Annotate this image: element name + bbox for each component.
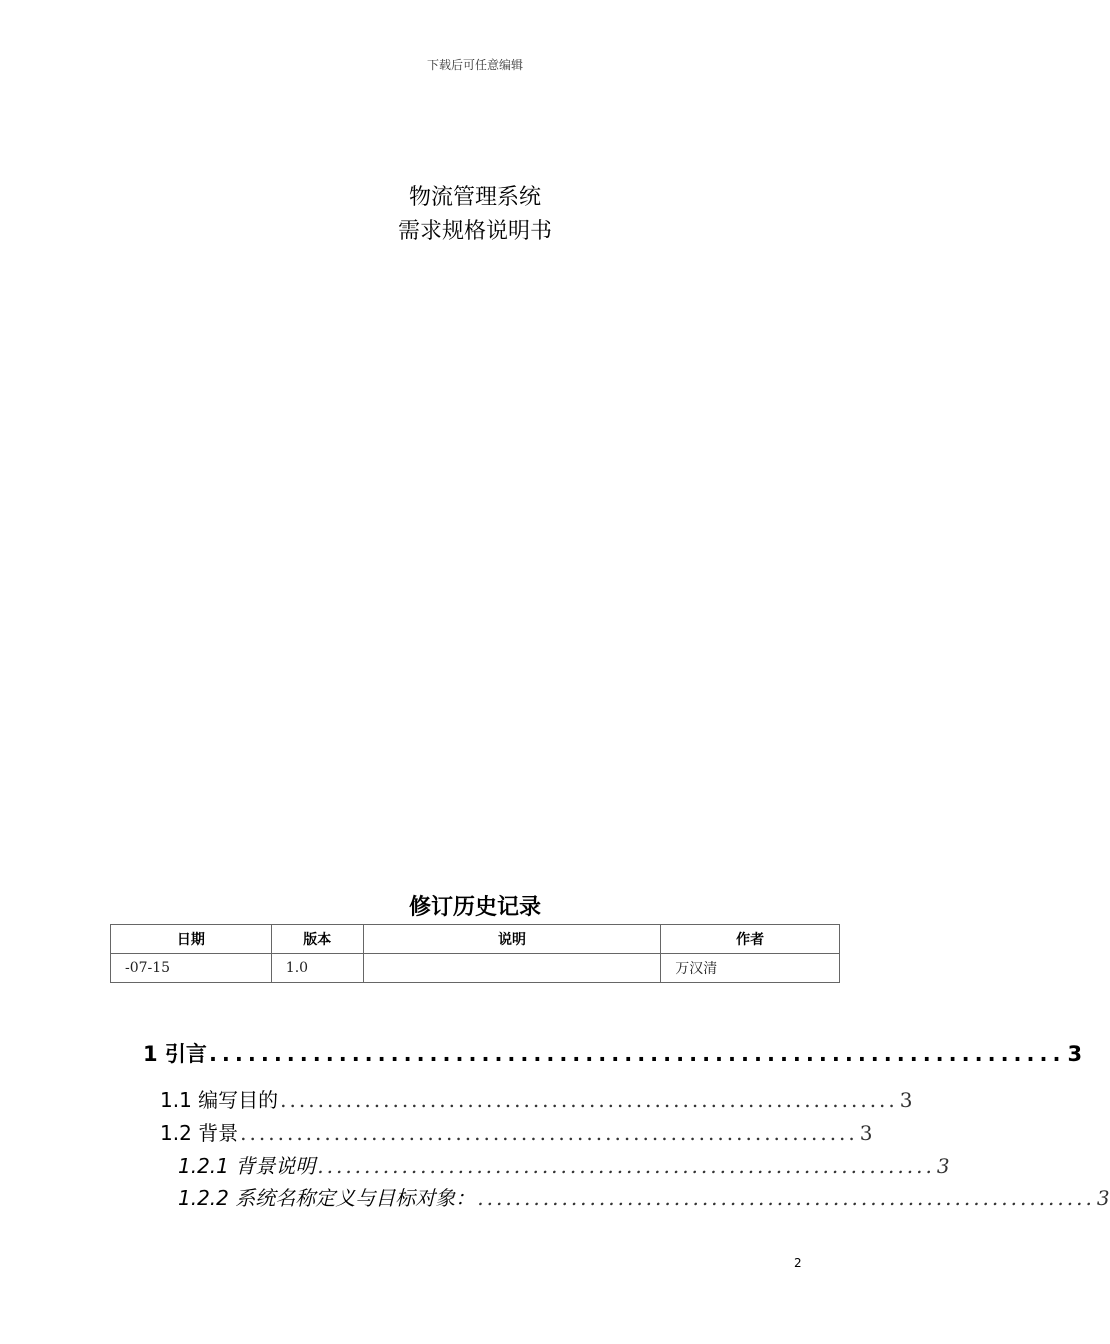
- column-header-version: 版本: [271, 925, 363, 954]
- column-header-description: 说明: [363, 925, 661, 954]
- toc-entry-page: 3: [936, 1154, 950, 1178]
- column-header-date: 日期: [111, 925, 272, 954]
- document-title: 物流管理系统: [408, 185, 541, 210]
- toc-entry-1[interactable]: [143, 1038, 1083, 1068]
- toc-entry-page: 3: [1096, 1186, 1110, 1210]
- table-row: [111, 954, 840, 983]
- toc-entry-label: 1 引言: [143, 1042, 207, 1066]
- cell-description: [363, 954, 661, 983]
- revision-history-title: 修订历史记录: [408, 895, 541, 920]
- table-header-row: [111, 925, 840, 954]
- toc-entry-label: 1.2 背景: [160, 1121, 239, 1145]
- toc-leader-dots: ..................................................................: [280, 1088, 898, 1112]
- document-subtitle: 需求规格说明书: [397, 219, 552, 244]
- toc-entry-label: 1.2.2 系统名称定义与目标对象：: [178, 1186, 476, 1210]
- revision-history-table: [110, 924, 840, 983]
- cell-date: -07-15: [111, 954, 272, 983]
- toc-entry-1-1[interactable]: [160, 1084, 913, 1113]
- toc-entry-1-2[interactable]: [160, 1117, 873, 1146]
- toc-entry-page: 3: [899, 1088, 913, 1112]
- toc-leader-dots: ..................................................................: [208, 1042, 1066, 1066]
- toc-leader-dots: ..................................................................: [240, 1121, 858, 1145]
- toc-entry-1-2-1[interactable]: [178, 1150, 950, 1179]
- cell-author: 万汉清: [661, 954, 840, 983]
- toc-entry-page: 3: [859, 1121, 873, 1145]
- toc-entry-page: 3: [1067, 1042, 1083, 1066]
- column-header-author: 作者: [661, 925, 840, 954]
- toc-entry-label: 1.2.1 背景说明: [178, 1154, 316, 1178]
- header-note: 下载后可任意编辑: [426, 58, 523, 72]
- toc-entry-label: 1.1 编写目的: [160, 1088, 279, 1112]
- cell-version: 1.0: [271, 954, 363, 983]
- toc-entry-1-2-2[interactable]: [178, 1182, 1110, 1211]
- toc-leader-dots: ..................................................................: [477, 1186, 1095, 1210]
- toc-leader-dots: ..................................................................: [317, 1154, 935, 1178]
- page-number: 2: [794, 1256, 802, 1270]
